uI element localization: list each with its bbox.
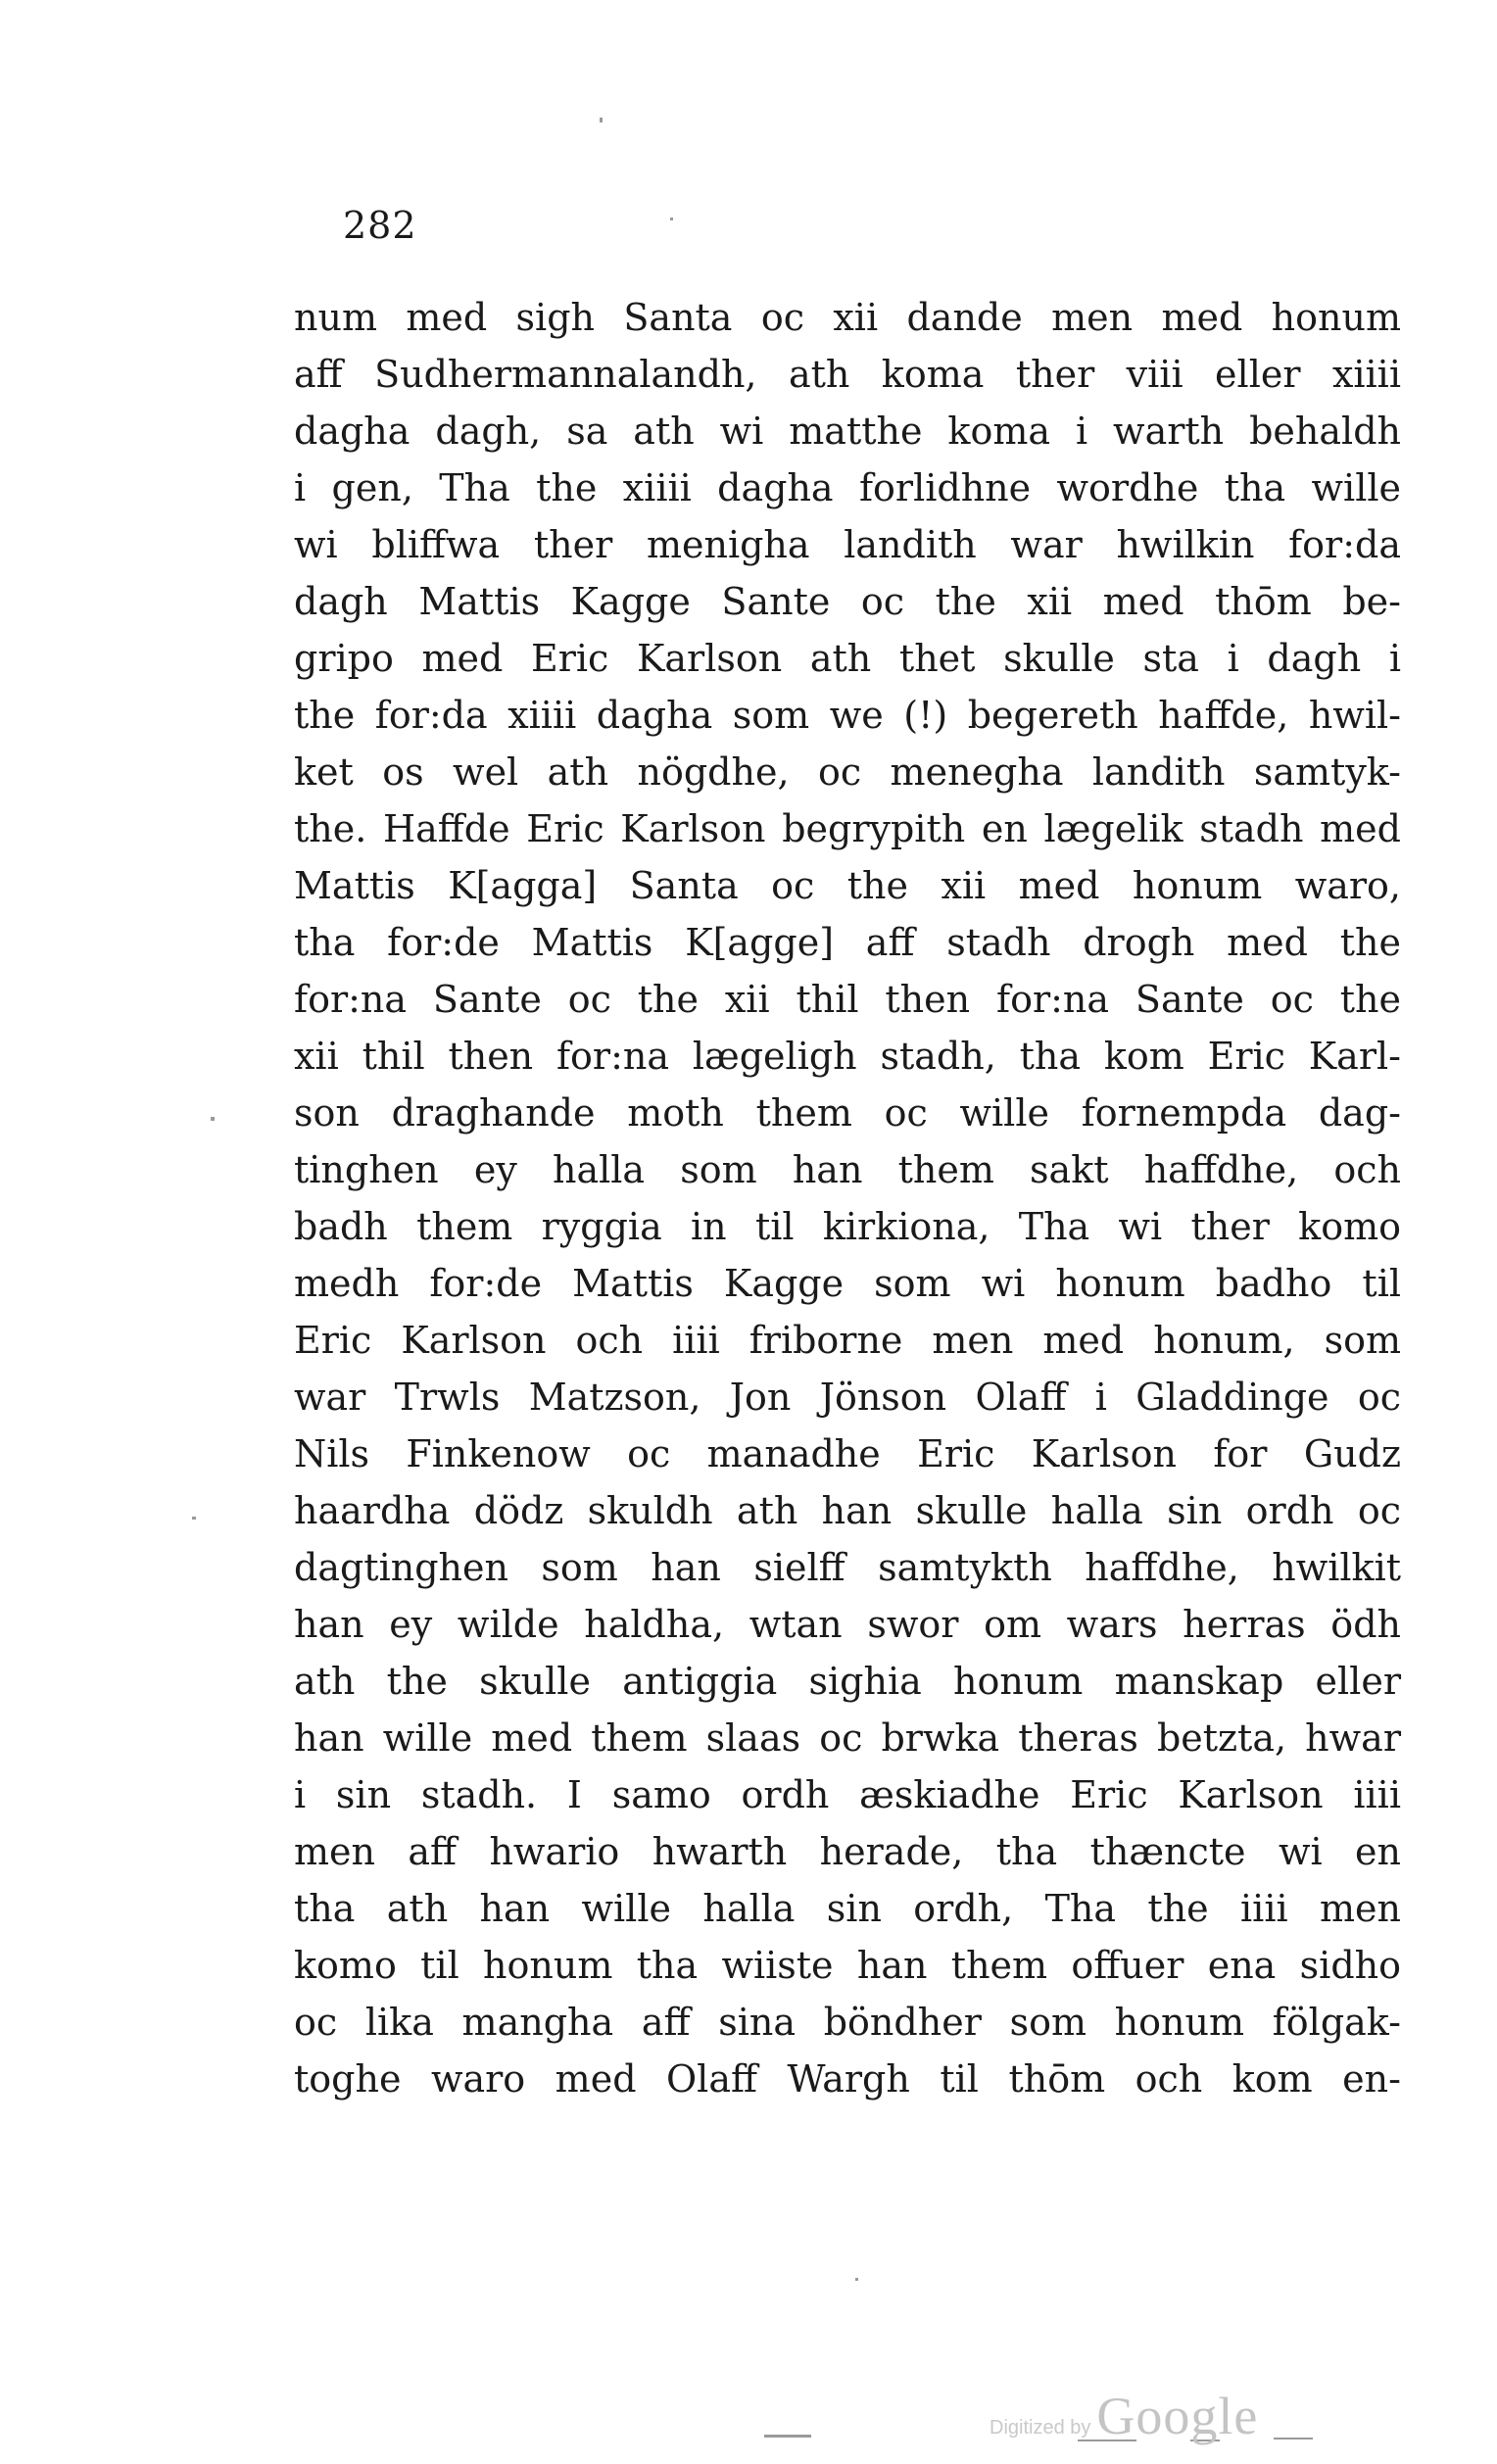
text-line: dagha dagh, sa ath wi matthe koma i warth behaldh xyxy=(294,410,1401,453)
text-line: Eric Karlson och iiii friborne men med honum, som xyxy=(294,1319,1401,1362)
text-line: haardha dödz skuldh ath han skulle halla sin ordh oc xyxy=(294,1489,1401,1532)
text-line: num med sigh Santa oc xii dande men med honum xyxy=(294,296,1401,339)
text-line: oc lika mangha aff sina böndher som honum fölgak- xyxy=(294,2001,1401,2044)
digitized-by-watermark xyxy=(990,2386,1258,2446)
text-line: the for:da xiiii dagha som we (!) begereth haffde, hwil- xyxy=(294,694,1401,737)
scan-speck xyxy=(192,1517,196,1520)
text-line: aff Sudhermannalandh, ath koma ther viii eller xiiii xyxy=(294,353,1401,396)
text-line: i sin stadh. I samo ordh æskiadhe Eric Karlson iiii xyxy=(294,1773,1401,1816)
text-line: the. Haffde Eric Karlson begrypith en lægelik stadh med xyxy=(294,807,1401,850)
text-line: ket os wel ath nögdhe, oc menegha landith samtyk- xyxy=(294,750,1401,794)
watermark-prefix: Digitized by xyxy=(990,2417,1091,2439)
text-line: xii thil then for:na lægeligh stadh, tha kom Eric Karl- xyxy=(294,1035,1401,1078)
scan-speck xyxy=(764,2435,811,2438)
text-line: han wille med them slaas oc brwka theras betzta, hwar xyxy=(294,1716,1401,1760)
scan-speck xyxy=(211,1117,215,1121)
scan-speck xyxy=(855,2278,858,2281)
text-line: i gen, Tha the xiiii dagha forlidhne wordhe tha wille xyxy=(294,466,1401,509)
text-line: badh them ryggia in til kirkiona, Tha wi ther komo xyxy=(294,1205,1401,1248)
text-line: gripo med Eric Karlson ath thet skulle sta i dagh i xyxy=(294,637,1401,680)
text-line: son draghande moth them oc wille fornempda dag- xyxy=(294,1091,1401,1135)
page-number: 282 xyxy=(343,204,417,247)
text-line: toghe waro med Olaff Wargh til thōm och kom en- xyxy=(294,2057,1401,2101)
text-line: tha ath han wille halla sin ordh, Tha the iiii men xyxy=(294,1887,1401,1930)
text-line: men aff hwario hwarth herade, tha thæncte wi en xyxy=(294,1830,1401,1873)
scan-speck xyxy=(600,118,603,122)
text-line: han ey wilde haldha, wtan swor om wars herras ödh xyxy=(294,1603,1401,1646)
scan-speck xyxy=(670,217,673,220)
scan-speck xyxy=(1274,2438,1313,2440)
text-line: Mattis K[agga] Santa oc the xii med honum waro, xyxy=(294,864,1401,907)
text-line: komo til honum tha wiiste han them offuer ena sidho xyxy=(294,1944,1401,1987)
text-line: tinghen ey halla som han them sakt haffdhe, och xyxy=(294,1148,1401,1191)
google-logo: Google xyxy=(1096,2387,1259,2445)
text-line: wi bliffwa ther menigha landith war hwilkin for:da xyxy=(294,523,1401,566)
body-text xyxy=(294,289,1401,2107)
text-line: tha for:de Mattis K[agge] aff stadh drogh med the xyxy=(294,921,1401,964)
text-line: for:na Sante oc the xii thil then for:na Sante oc the xyxy=(294,978,1401,1021)
text-line: Nils Finkenow oc manadhe Eric Karlson for Gudz xyxy=(294,1432,1401,1475)
text-line: dagh Mattis Kagge Sante oc the xii med thōm be- xyxy=(294,580,1401,623)
text-line: medh for:de Mattis Kagge som wi honum badho til xyxy=(294,1262,1401,1305)
text-line: dagtinghen som han sielff samtykth haffdhe, hwilkit xyxy=(294,1546,1401,1589)
text-line: ath the skulle antiggia sighia honum manskap eller xyxy=(294,1660,1401,1703)
text-line: war Trwls Matzson, Jon Jönson Olaff i Gladdinge oc xyxy=(294,1376,1401,1419)
